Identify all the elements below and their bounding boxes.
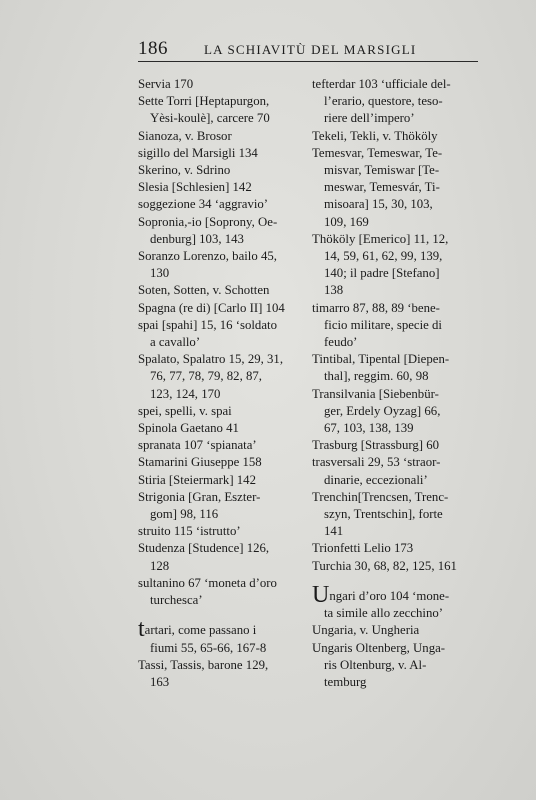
index-entry <box>138 523 308 540</box>
index-entry-line: Sianoza, v. Brosor <box>138 128 232 143</box>
index-entry-line: Temesvar, Temeswar, Te- <box>312 145 443 160</box>
index-entry <box>138 472 308 489</box>
index-entry <box>138 145 308 162</box>
index-entry-line: 14, 59, 61, 62, 99, 139, <box>324 249 443 264</box>
index-entry-line: feudo’ <box>324 335 358 350</box>
index-entry <box>138 489 308 523</box>
index-entry-line: soggezione 34 ‘aggravio’ <box>138 197 269 212</box>
index-entry <box>312 558 482 575</box>
index-entry-line: l’erario, questore, teso- <box>324 94 443 109</box>
index-entry-line: Strigonia [Gran, Eszter- <box>138 489 261 504</box>
index-entry-line: tefterdar 103 ‘ufficiale del- <box>312 77 451 91</box>
index-entry-line: Trionfetti Lelio 173 <box>312 541 414 556</box>
index-entry-line: sultanino 67 ‘moneta d’oro <box>138 575 277 590</box>
index-entry <box>312 540 482 557</box>
index-entry-line: ta simile allo zecchino’ <box>324 606 444 621</box>
index-entry <box>312 581 482 622</box>
index-entry-line: Sopronia,-io [Soprony, Oe- <box>138 214 278 229</box>
index-entry-line: ger, Erdely Oyzag] 66, <box>324 403 441 418</box>
index-entry <box>312 351 482 385</box>
index-entry <box>138 403 308 420</box>
index-entry-line: riere dell’impero’ <box>324 111 415 126</box>
index-entry-line: dinarie, eccezionali’ <box>324 472 428 487</box>
page-number: 186 <box>138 38 168 59</box>
index-entry <box>312 145 482 231</box>
index-entry-line: szyn, Trentschin], forte <box>324 507 443 522</box>
index-entry <box>312 454 482 488</box>
index-entry-line: Servia 170 <box>138 77 194 91</box>
index-entry <box>138 454 308 471</box>
index-entry-line: Spagna (re di) [Carlo II] 104 <box>138 300 285 315</box>
index-entry <box>312 386 482 438</box>
index-entry-line: temburg <box>324 674 367 689</box>
index-entry <box>138 351 308 403</box>
index-entry-line: tartari, come passano i <box>138 616 257 643</box>
index-entry <box>312 622 482 639</box>
index-entry <box>138 282 308 299</box>
index-entry-line: Stamarini Giuseppe 158 <box>138 455 262 470</box>
index-entry <box>138 575 308 609</box>
index-entry <box>312 76 482 128</box>
index-entry-line: Soten, Sotten, v. Schotten <box>138 283 270 298</box>
index-entry-line: misoara] 15, 30, 103, <box>324 197 433 212</box>
index-entry-line: Trasburg [Strassburg] 60 <box>312 438 440 453</box>
index-entry-line: Tekeli, Tekli, v. Thököly <box>312 128 438 143</box>
index-entry-line: spei, spelli, v. spai <box>138 403 232 418</box>
index-entry-line: 67, 103, 138, 139 <box>324 421 414 436</box>
index-entry-line: denburg] 103, 143 <box>150 231 244 246</box>
index-entry-line: 109, 169 <box>324 214 369 229</box>
index-entry-line: ficio militare, specie di <box>324 317 442 332</box>
index-entry-line: 76, 77, 78, 79, 82, 87, <box>150 369 262 384</box>
index-entry-line: spranata 107 ‘spianata’ <box>138 438 257 453</box>
index-entry-line: Skerino, v. Sdrino <box>138 163 231 178</box>
header-rule <box>138 61 478 62</box>
index-entry-line: thal], reggim. 60, 98 <box>324 369 429 384</box>
index-entry-line: Trenchin[Trencsen, Trenc- <box>312 489 449 504</box>
right-column <box>312 76 482 691</box>
index-entry-line: 123, 124, 170 <box>150 386 221 401</box>
page-header <box>138 38 476 60</box>
index-entry-line: Turchia 30, 68, 82, 125, 161 <box>312 558 457 573</box>
index-entry-line: struito 115 ‘istrutto’ <box>138 524 241 539</box>
index-entry <box>138 300 308 317</box>
section-initial: t <box>138 616 145 643</box>
index-entry <box>138 214 308 248</box>
index-entry-line: 163 <box>150 674 170 689</box>
index-entry-line: Spinola Gaetano 41 <box>138 421 239 436</box>
index-entry-line: 140; il padre [Stefano] <box>324 266 440 281</box>
index-entry-line: timarro 87, 88, 89 ‘bene- <box>312 300 440 315</box>
index-entry <box>138 420 308 437</box>
index-entry-line: sigillo del Marsigli 134 <box>138 145 258 160</box>
index-entry-line: fiumi 55, 65-66, 167-8 <box>150 640 267 655</box>
index-entry-line: gom] 98, 116 <box>150 507 219 522</box>
index-entry-line: Ungari d’oro 104 ‘mone- <box>312 581 450 608</box>
index-entry-line: 130 <box>150 266 170 281</box>
index-entry <box>312 640 482 692</box>
index-entry-line: turchesca’ <box>150 593 203 608</box>
index-entry-line: misvar, Temiswar [Te- <box>324 163 440 178</box>
section-initial: U <box>312 581 330 608</box>
index-entry-line: Sette Torri [Heptapurgon, <box>138 94 270 109</box>
index-entry-line: Yèsi-koulè], carcere 70 <box>150 111 270 126</box>
index-entry-line: Slesia [Schlesien] 142 <box>138 180 252 195</box>
index-entry <box>138 616 308 656</box>
left-column <box>138 76 308 691</box>
index-entry-line: Transilvania [Siebenbür- <box>312 386 439 401</box>
index-entry <box>138 657 308 691</box>
index-entry-line: Ungaris Oltenberg, Unga- <box>312 640 446 655</box>
index-entry <box>138 317 308 351</box>
index-entry-line: Stiria [Steiermark] 142 <box>138 472 256 487</box>
index-entry-line: Spalato, Spalatro 15, 29, 31, <box>138 352 284 367</box>
index-entry <box>138 93 308 127</box>
index-entry-line: meswar, Temesvár, Ti- <box>324 180 440 195</box>
index-entry-line: Soranzo Lorenzo, bailo 45, <box>138 249 277 264</box>
index-entry <box>138 76 308 93</box>
index-entry <box>138 248 308 282</box>
index-entry-line: spai [spahi] 15, 16 ‘soldato <box>138 317 277 332</box>
index-entry <box>312 437 482 454</box>
index-entry-line: 128 <box>150 558 170 573</box>
index-entry-line: Studenza [Studence] 126, <box>138 541 270 556</box>
index-entry-line: 138 <box>324 283 344 298</box>
index-entry <box>312 489 482 541</box>
index-entry <box>138 540 308 574</box>
index-entry <box>138 162 308 179</box>
running-title: LA SCHIAVITÙ DEL MARSIGLI <box>204 42 417 57</box>
index-entry <box>138 128 308 145</box>
index-entry <box>138 179 308 196</box>
index-entry-line: Tassi, Tassis, barone 129, <box>138 657 269 672</box>
index-entry <box>312 231 482 300</box>
index-entry-line: trasversali 29, 53 ‘straor- <box>312 455 441 470</box>
index-entry <box>138 196 308 213</box>
index-entry-line: a cavallo’ <box>150 335 201 350</box>
index-entry <box>138 437 308 454</box>
index-entry-line: 141 <box>324 524 344 539</box>
index-entry <box>312 128 482 145</box>
index-entry-line: ris Oltenburg, v. Al- <box>324 657 427 672</box>
index-entry-line: Thököly [Emerico] 11, 12, <box>312 231 449 246</box>
index-entry-line: Tintibal, Tipental [Diepen- <box>312 352 450 367</box>
index-entry <box>312 300 482 352</box>
index-entry-line: Ungaria, v. Ungheria <box>312 623 420 638</box>
